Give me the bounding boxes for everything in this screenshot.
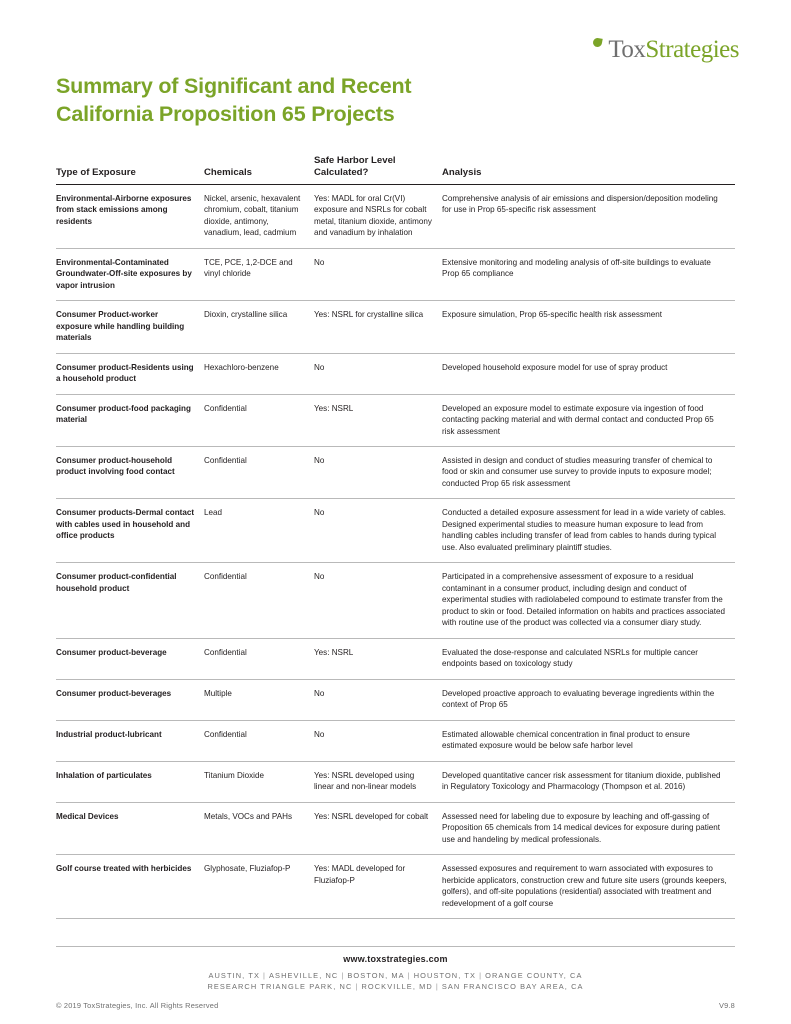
cell-type-of-exposure: Environmental-Contaminated Groundwater-Off-site exposures by vapor intrusion [56,248,204,300]
office-location: AUSTIN, TX [208,970,260,980]
office-separator: | [341,970,345,980]
cell-type-of-exposure: Inhalation of particulates [56,761,204,802]
cell-chemicals: Multiple [204,679,314,720]
cell-safe-harbor-level: No [314,563,442,638]
cell-analysis: Developed proactive approach to evaluating beverage ingredients within the context of Prop 65 [442,679,735,720]
table-row [56,679,735,720]
office-location: SAN FRANCISCO BAY AREA, CA [441,981,584,991]
cell-safe-harbor-level: Yes: NSRL developed for cobalt [314,802,442,854]
cell-chemicals: Hexachloro-benzene [204,353,314,394]
cell-safe-harbor-level: No [314,720,442,761]
cell-chemicals: Titanium Dioxide [204,761,314,802]
cell-safe-harbor-level: No [314,248,442,300]
cell-safe-harbor-level: Yes: NSRL for crystalline silica [314,301,442,353]
cell-type-of-exposure: Consumer product-confidential household product [56,563,204,638]
cell-type-of-exposure: Environmental-Airborne exposures from stack emissions among residents [56,184,204,248]
cell-analysis: Comprehensive analysis of air emissions and dispersion/deposition modeling for use in Prop 65-specific risk assessment [442,184,735,248]
table-row [56,446,735,498]
version-label: V9.8 [718,1001,735,1010]
cell-analysis: Assessed need for labeling due to exposure by leaching and off-gassing of Proposition 65 chemicals from 14 medical devices for exposure during patient use and handeling by medical professionals. [442,802,735,854]
cell-analysis: Assessed exposures and requirement to warn associated with exposures to herbicide applicators, construction crew and future site users (grounds keepers, golfers), and off-site populations (residential) associated with treatment and redevelopment of a golf course [442,855,735,919]
projects-table [56,155,735,919]
office-location: ORANGE COUNTY, CA [485,970,583,980]
cell-type-of-exposure: Golf course treated with herbicides [56,855,204,919]
toxstrategies-logo [608,36,739,64]
cell-analysis: Developed an exposure model to estimate exposure via ingestion of food contacting packing material and with dermal contact and conducted Prop 65 risk assessment [442,394,735,446]
cell-chemicals: Confidential [204,446,314,498]
office-separator: | [355,981,359,991]
cell-type-of-exposure: Consumer product-Residents using a household product [56,353,204,394]
cell-chemicals: Dioxin, crystalline silica [204,301,314,353]
column-header-chemicals: Chemicals [204,155,314,184]
cell-type-of-exposure: Consumer product-household product involving food contact [56,446,204,498]
table-row [56,394,735,446]
office-separator: | [435,981,439,991]
table-row [56,720,735,761]
logo-text-strategies: Strategies [645,36,739,63]
cell-safe-harbor-level: No [314,679,442,720]
cell-chemicals: Confidential [204,638,314,679]
cell-type-of-exposure: Medical Devices [56,802,204,854]
cell-analysis: Exposure simulation, Prop 65-specific health risk assessment [442,301,735,353]
cell-chemicals: Glyphosate, Fluziafop-P [204,855,314,919]
table-row [56,563,735,638]
table-header-row [56,155,735,184]
table-row [56,301,735,353]
cell-type-of-exposure: Consumer product-food packaging material [56,394,204,446]
table-row [56,353,735,394]
cell-analysis: Estimated allowable chemical concentration in final product to ensure estimated exposure would be below safe harbor level [442,720,735,761]
cell-chemicals: Confidential [204,720,314,761]
cell-analysis: Developed quantitative cancer risk assessment for titanium dioxide, published in Regulatory Toxicology and Pharmacology (Thompson et al. 2016) [442,761,735,802]
cell-chemicals: Confidential [204,394,314,446]
cell-safe-harbor-level: Yes: MADL for oral Cr(VI) exposure and NSRLs for cobalt metal, titanium dioxide, antimony and vanadium by inhalation [314,184,442,248]
office-separator: | [479,970,483,980]
column-header-safe-harbor: Safe Harbor Level Calculated? [314,155,442,184]
footer-divider [56,946,735,947]
table-row [56,802,735,854]
cell-safe-harbor-level: No [314,499,442,563]
cell-safe-harbor-level: Yes: MADL developed for Fluziafop-P [314,855,442,919]
cell-analysis: Extensive monitoring and modeling analysis of off-site buildings to evaluate Prop 65 compliance [442,248,735,300]
cell-chemicals: Confidential [204,563,314,638]
table-header [56,155,735,184]
cell-safe-harbor-level: Yes: NSRL [314,638,442,679]
cell-analysis: Assisted in design and conduct of studies measuring transfer of chemical to food or skin and consumer use survey to provide inputs to exposure model; conducted Prop 65 risk assessment [442,446,735,498]
office-separator: | [263,970,267,980]
cell-chemicals: Lead [204,499,314,563]
page-title: Summary of Significant and Recent California Proposition 65 Projects [56,74,412,127]
cell-analysis: Conducted a detailed exposure assessment for lead in a wide variety of cables. Designed experimental studies to measure human exposure to lead from handling cables including transfer of lead from cables to hands during typical use. Also evaluated preliminary plaintiff studies. [442,499,735,563]
office-separator: | [407,970,411,980]
cell-type-of-exposure: Consumer products-Dermal contact with cables used in household and office products [56,499,204,563]
cell-chemicals: TCE, PCE, 1,2-DCE and vinyl chloride [204,248,314,300]
cell-safe-harbor-level: Yes: NSRL developed using linear and non-linear models [314,761,442,802]
table-row [56,499,735,563]
office-location: BOSTON, MA [347,970,405,980]
cell-analysis: Developed household exposure model for use of spray product [442,353,735,394]
page-footer [56,946,735,1010]
cell-safe-harbor-level: No [314,446,442,498]
logo-text-tox: Tox [608,36,646,63]
table-row [56,638,735,679]
table-row [56,248,735,300]
office-location: HOUSTON, TX [413,970,477,980]
cell-chemicals: Nickel, arsenic, hexavalent chromium, cobalt, titanium dioxide, antimony, vanadium, lead, cadmium [204,184,314,248]
office-location: ROCKVILLE, MD [361,981,433,991]
table-body [56,184,735,918]
cell-chemicals: Metals, VOCs and PAHs [204,802,314,854]
leaf-icon [593,37,603,47]
cell-safe-harbor-level: Yes: NSRL [314,394,442,446]
cell-type-of-exposure: Consumer product-beverage [56,638,204,679]
column-header-type-of-exposure: Type of Exposure [56,155,204,184]
cell-type-of-exposure: Consumer product-beverages [56,679,204,720]
table-row [56,761,735,802]
cell-type-of-exposure: Consumer Product-worker exposure while handling building materials [56,301,204,353]
footer-offices-line-2 [56,981,735,992]
footer-website[interactable]: www.toxstrategies.com [343,953,448,964]
table-row [56,184,735,248]
footer-bottom-row [56,1001,735,1010]
footer-offices [56,970,735,992]
cell-analysis: Evaluated the dose-response and calculated NSRLs for multiple cancer endpoints based on toxicology study [442,638,735,679]
footer-offices-line-1 [56,970,735,981]
column-header-analysis: Analysis [442,155,735,184]
cell-analysis: Participated in a comprehensive assessment of exposure to a residual contaminant in a consumer product, including design and conduct of experimental studies with radiolabeled compound to estimate transfer from the product to skin or food. Detailed information on habits and practices associated with routine use of the product was collected via a consumer diary study. [442,563,735,638]
office-location: RESEARCH TRIANGLE PARK, NC [207,981,353,991]
cell-type-of-exposure: Industrial product-lubricant [56,720,204,761]
office-location: ASHEVILLE, NC [269,970,339,980]
table-row [56,855,735,919]
cell-safe-harbor-level: No [314,353,442,394]
copyright-text: © 2019 ToxStrategies, Inc. All Rights Reserved [56,1001,219,1010]
